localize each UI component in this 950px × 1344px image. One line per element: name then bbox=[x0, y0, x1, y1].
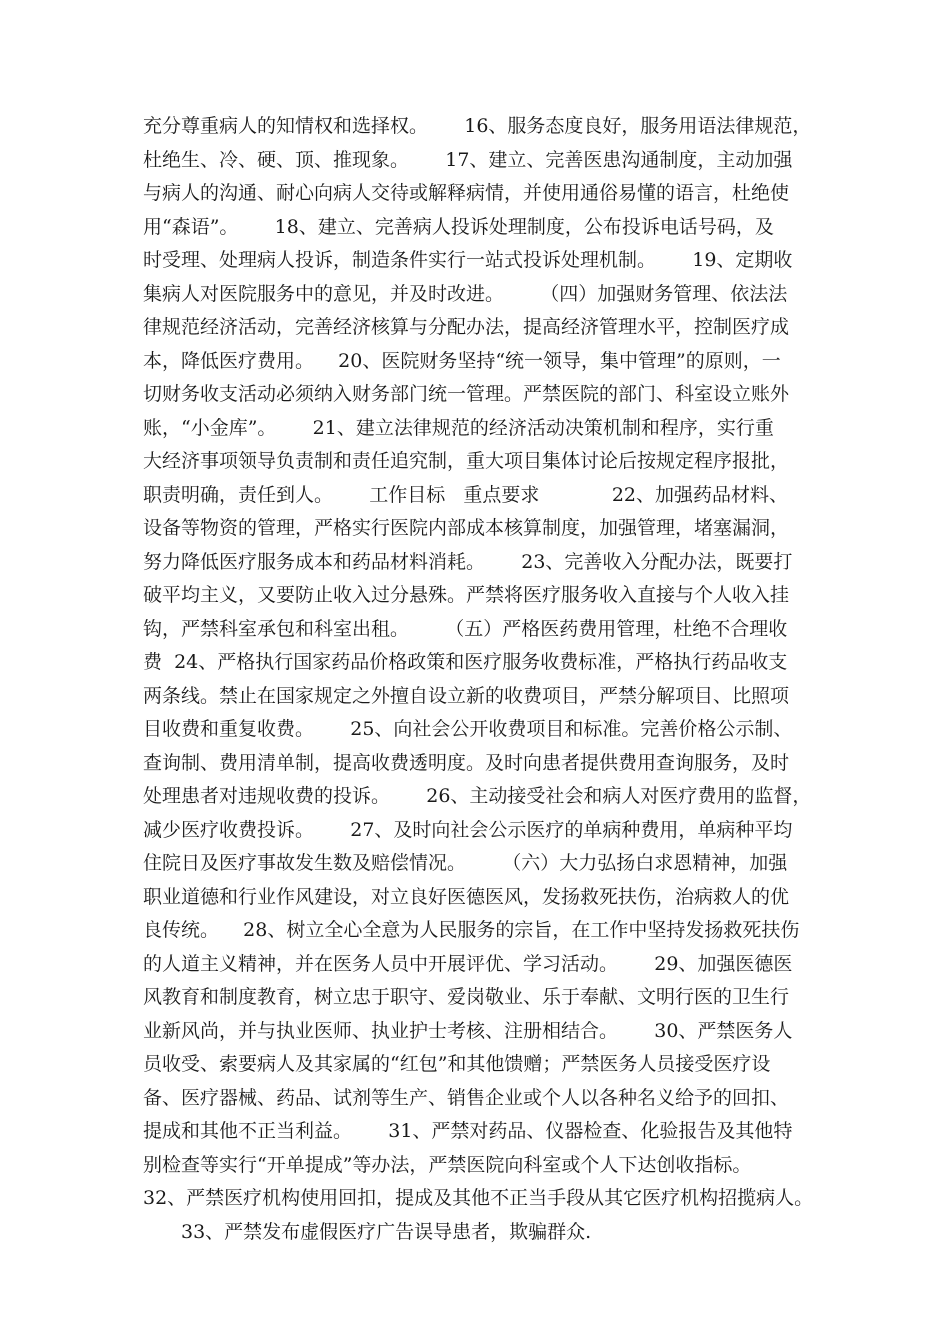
text-line: 减少医疗收费投诉。 27、及时向社会公示医疗的单病种费用，单病种平均 bbox=[143, 818, 793, 841]
text-line: 备、医疗器械、药品、试剂等生产、销售企业或个人以各种名义给予的回扣、 bbox=[143, 1086, 790, 1109]
text-line: 账，“小金库”。 21、建立法律规范的经济活动决策机制和程序，实行重 bbox=[143, 416, 774, 439]
text-line: 业新风尚，并与执业医师、执业护士考核、注册相结合。 30、严禁医务人 bbox=[143, 1019, 793, 1042]
text-line: 风教育和制度教育，树立忠于职守、爱岗敬业、乐于奉献、文明行医的卫生行 bbox=[143, 986, 790, 1008]
text-line: 与病人的沟通、耐心向病人交待或解释病情，并使用通俗易懂的语言，杜绝使 bbox=[143, 182, 790, 204]
text-line: 集病人对医院服务中的意见，并及时改进。 （四）加强财务管理、依法法 bbox=[143, 282, 788, 305]
body-text bbox=[143, 110, 823, 1249]
text-line: 破平均主义，又要防止收入过分悬殊。严禁将医疗服务收入直接与个人收入挂 bbox=[143, 584, 790, 606]
text-line: 住院日及医疗事故发生数及赔偿情况。 （六）大力弘扬白求恩精神，加强 bbox=[143, 852, 788, 874]
text-line: 大经济事项领导负责制和责任追究制，重大项目集体讨论后按规定程序报批， bbox=[143, 450, 790, 472]
text-line: 处理患者对违规收费的投诉。 26、主动接受社会和病人对医疗费用的监督， bbox=[143, 785, 812, 807]
text-line: 两条线。禁止在国家规定之外擅自设立新的收费项目，严禁分解项目、比照项 bbox=[143, 684, 790, 707]
text-line: 用“森语”。 18、建立、完善病人投诉处理制度，公布投诉电话号码，及 bbox=[143, 215, 774, 238]
text-line: 设备等物资的管理，严格实行医院内部成本核算制度，加强管理，堵塞漏洞， bbox=[143, 517, 790, 539]
text-line: 的人道主义精神，并在医务人员中开展评优、学习活动。 29、加强医德医 bbox=[143, 952, 793, 975]
text-line: 本，降低医疗费用。 20、医院财务坚持“统一领导，集中管理”的原则，一 bbox=[143, 349, 781, 372]
text-line: 良传统。 28、树立全心全意为人民服务的宗旨，在工作中坚持发扬救死扶伤 bbox=[143, 919, 800, 941]
text-line: 员收受、索要病人及其家属的“红包”和其他馈赠；严禁医务人员接受医疗设 bbox=[143, 1053, 771, 1075]
text-line-last: 33、严禁发布虚假医疗广告误导患者，欺骗群众. bbox=[181, 1220, 592, 1243]
text-line: 努力降低医疗服务成本和药品材料消耗。 23、完善收入分配办法，既要打 bbox=[143, 550, 793, 573]
text-line: 充分尊重病人的知情权和选择权。 16、服务态度良好，服务用语法律规范， bbox=[143, 115, 812, 137]
text-line: 目收费和重复收费。 25、向社会公开收费项目和标准。完善价格公示制、 bbox=[143, 718, 793, 740]
text-line: 职责明确，责任到人。 工作目标 重点要求 22、加强药品材料、 bbox=[143, 483, 789, 506]
text-line: 时受理、处理病人投诉，制造条件实行一站式投诉处理机制。 19、定期收 bbox=[143, 249, 793, 271]
text-line: 费 24、严格执行国家药品价格政策和医疗服务收费标准，严格执行药品收支 bbox=[143, 651, 788, 673]
text-line: 别检查等实行“开单提成”等办法，严禁医院向科室或个人下达创收指标。 bbox=[143, 1153, 752, 1176]
text-line: 律规范经济活动，完善经济核算与分配办法，提高经济管理水平，控制医疗成 bbox=[143, 316, 790, 338]
text-line: 杜绝生、冷、硬、顶、推现象。 17、建立、完善医患沟通制度，主动加强 bbox=[143, 148, 793, 171]
text-line: 职业道德和行业作风建设，对立良好医德医风，发扬救死扶伤，治病救人的优 bbox=[143, 885, 790, 908]
text-line: 切财务收支活动必须纳入财务部门统一管理。严禁医院的部门、科室设立账外 bbox=[143, 383, 790, 405]
text-line: 32、严禁医疗机构使用回扣，提成及其他不正当手段从其它医疗机构招揽病人。 bbox=[143, 1187, 814, 1209]
text-line: 提成和其他不正当利益。 31、严禁对药品、仪器检查、化验报告及其他特 bbox=[143, 1120, 793, 1142]
text-line: 查询制、费用清单制，提高收费透明度。及时向患者提供费用查询服务，及时 bbox=[143, 751, 790, 774]
text-line: 钩，严禁科室承包和科室出租。 （五）严格医药费用管理，杜绝不合理收 bbox=[143, 617, 788, 640]
